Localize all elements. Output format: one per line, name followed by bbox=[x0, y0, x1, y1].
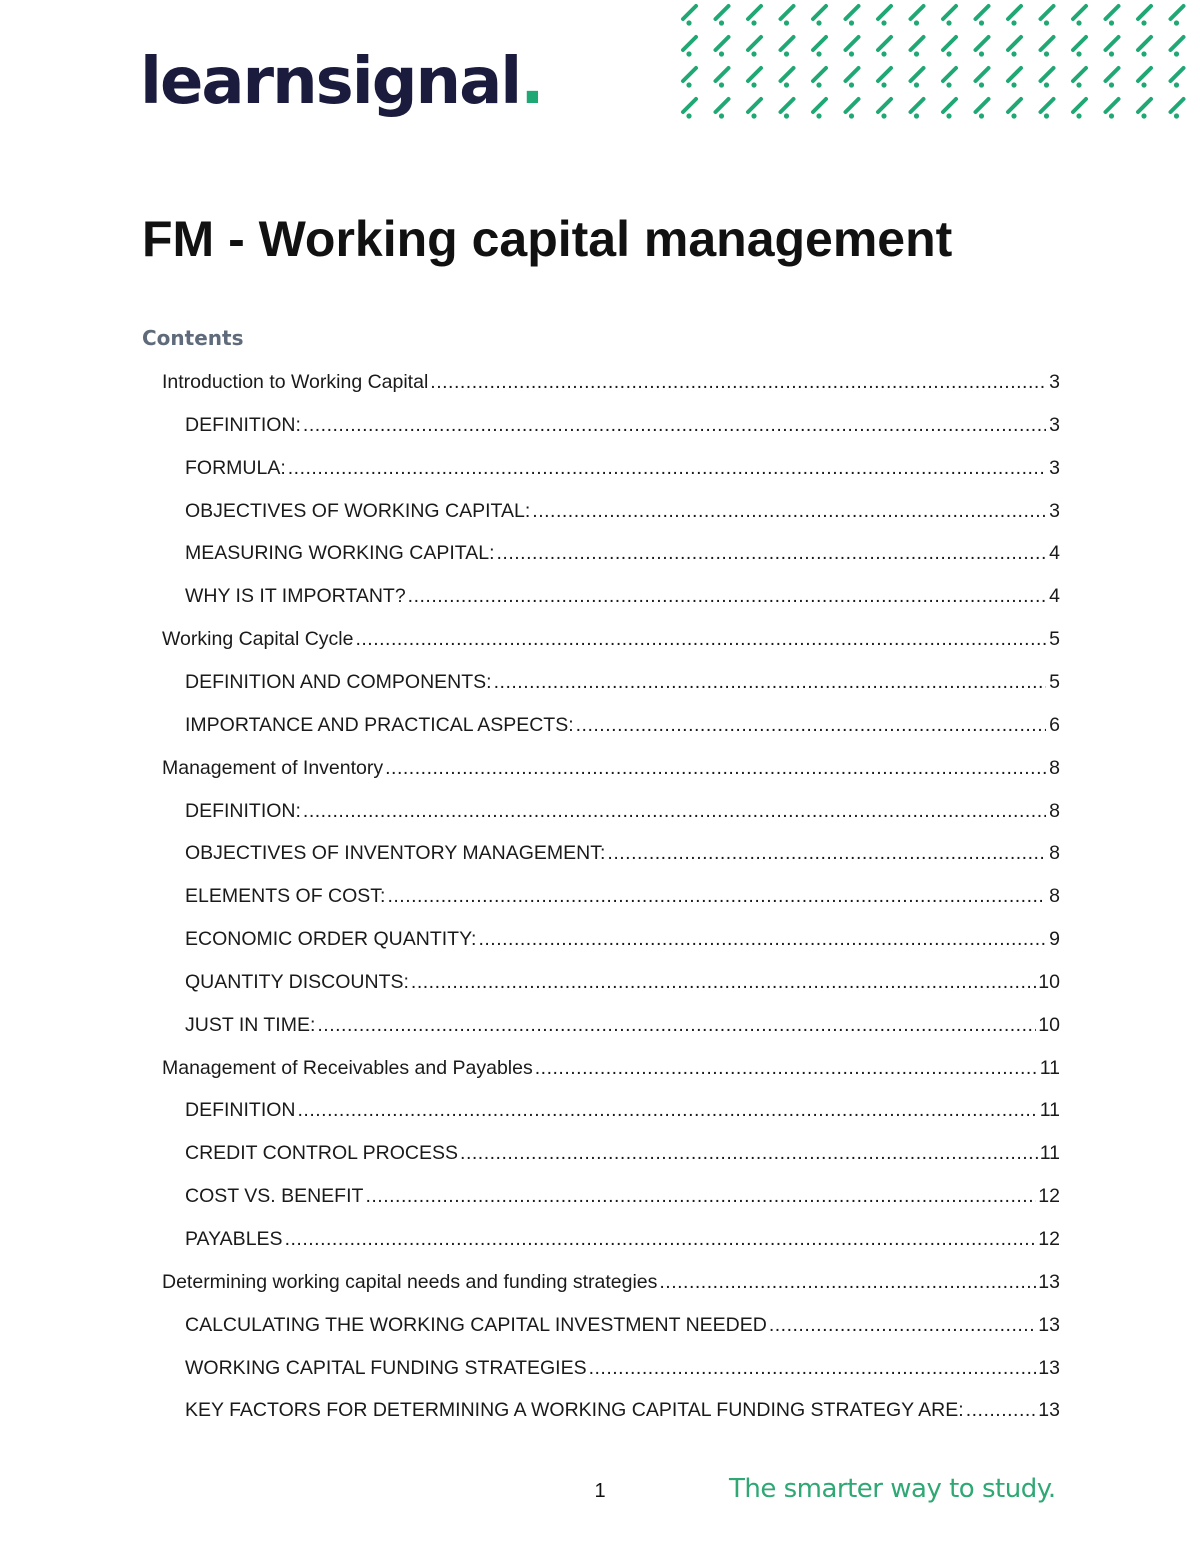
toc-entry-page: 10 bbox=[1038, 1013, 1060, 1036]
document-title: FM - Working capital management bbox=[142, 211, 953, 267]
toc-entry[interactable] bbox=[0, 924, 1200, 954]
slash-mark bbox=[683, 99, 696, 119]
slash-mark bbox=[1008, 6, 1021, 26]
toc-entry-label: DEFINITION: bbox=[185, 799, 301, 822]
toc-entry-page: 6 bbox=[1049, 713, 1060, 736]
slash-mark bbox=[748, 37, 761, 57]
toc-entry-label: KEY FACTORS FOR DETERMINING A WORKING CAPITAL FUNDING STRATEGY ARE: bbox=[185, 1399, 964, 1422]
toc-entry-page: 5 bbox=[1049, 628, 1060, 651]
slash-mark bbox=[813, 37, 826, 57]
slash-mark bbox=[878, 37, 891, 57]
slash-mark bbox=[1008, 99, 1021, 119]
toc-entry-page: 5 bbox=[1049, 670, 1060, 693]
toc-dot-leader bbox=[317, 1010, 1036, 1040]
slash-mark bbox=[1041, 99, 1054, 119]
page-number: 1 bbox=[594, 1480, 606, 1502]
toc-dot-leader bbox=[494, 667, 1046, 697]
toc-entry-page: 3 bbox=[1049, 499, 1060, 522]
slash-mark bbox=[943, 68, 956, 88]
slash-mark bbox=[878, 99, 891, 119]
slash-mark bbox=[813, 68, 826, 88]
toc-entry-page: 12 bbox=[1038, 1228, 1060, 1250]
slash-mark bbox=[683, 6, 696, 26]
toc-entry-page: 10 bbox=[1038, 970, 1060, 993]
toc-entry-page: 8 bbox=[1049, 885, 1060, 908]
toc-entry[interactable] bbox=[0, 1353, 1200, 1383]
slash-mark bbox=[1138, 37, 1151, 57]
toc-entry-label: FORMULA: bbox=[185, 456, 286, 479]
slash-mark bbox=[716, 99, 729, 119]
toc-entry-page: 11 bbox=[1039, 1099, 1060, 1122]
toc-dot-leader bbox=[303, 410, 1046, 440]
slash-mark bbox=[976, 68, 989, 88]
toc-dot-leader bbox=[288, 453, 1046, 483]
toc-entry[interactable] bbox=[0, 1053, 1200, 1083]
slash-mark bbox=[846, 37, 859, 57]
tagline: The smarter way to study. bbox=[729, 1474, 1056, 1504]
toc-dot-leader bbox=[532, 496, 1046, 526]
toc-entry-label: QUANTITY DISCOUNTS: bbox=[185, 970, 409, 993]
toc-dot-leader bbox=[607, 838, 1046, 868]
toc-dot-leader bbox=[966, 1395, 1037, 1425]
toc-dot-leader bbox=[460, 1138, 1038, 1168]
toc-entry[interactable] bbox=[0, 624, 1200, 654]
slash-mark bbox=[716, 37, 729, 57]
slash-mark bbox=[1073, 99, 1086, 119]
slash-mark bbox=[781, 6, 794, 26]
slash-mark bbox=[846, 6, 859, 26]
slash-mark bbox=[1073, 68, 1086, 88]
toc-entry[interactable] bbox=[0, 581, 1200, 611]
slash-mark bbox=[748, 68, 761, 88]
toc-dot-leader bbox=[365, 1181, 1036, 1211]
toc-entry-page: 4 bbox=[1049, 585, 1060, 608]
slash-mark bbox=[683, 37, 696, 57]
toc-entry-page: 3 bbox=[1049, 413, 1060, 436]
slash-mark bbox=[1041, 37, 1054, 57]
toc-entry[interactable] bbox=[0, 753, 1200, 783]
toc-entry-label: CREDIT CONTROL PROCESS bbox=[185, 1142, 459, 1165]
slash-mark bbox=[1073, 6, 1086, 26]
contents-heading: Contents bbox=[142, 326, 244, 350]
toc-dot-leader bbox=[497, 538, 1046, 568]
toc-dot-leader bbox=[430, 367, 1046, 397]
toc-entry-label: OBJECTIVES OF INVENTORY MANAGEMENT: bbox=[185, 842, 606, 865]
toc-entry-page: 8 bbox=[1049, 756, 1060, 779]
slash-mark bbox=[976, 37, 989, 57]
slash-mark bbox=[813, 6, 826, 26]
toc-entry-page: 4 bbox=[1049, 542, 1060, 565]
toc-dot-leader bbox=[589, 1353, 1037, 1383]
slash-mark bbox=[1106, 99, 1119, 119]
toc-entry-page: 12 bbox=[1038, 1185, 1060, 1208]
slash-mark bbox=[943, 6, 956, 26]
toc-entry[interactable] bbox=[0, 453, 1200, 483]
toc-dot-leader bbox=[385, 753, 1046, 783]
slash-mark bbox=[748, 99, 761, 119]
toc-entry-label: ECONOMIC ORDER QUANTITY: bbox=[185, 928, 477, 951]
slash-mark bbox=[1106, 6, 1119, 26]
slash-mark bbox=[781, 37, 794, 57]
toc-entry-page: 8 bbox=[1049, 799, 1060, 822]
slash-mark bbox=[1171, 37, 1184, 57]
toc-entry-page: 3 bbox=[1049, 456, 1060, 479]
slash-mark bbox=[1106, 37, 1119, 57]
slash-mark bbox=[878, 6, 891, 26]
toc-entry-label: WORKING CAPITAL FUNDING STRATEGIES bbox=[185, 1356, 587, 1379]
toc-entry-label: OBJECTIVES OF WORKING CAPITAL: bbox=[185, 499, 531, 522]
slash-mark bbox=[683, 68, 696, 88]
slash-mark bbox=[1041, 68, 1054, 88]
toc-entry[interactable] bbox=[0, 1138, 1200, 1168]
slash-mark bbox=[716, 6, 729, 26]
toc-entry-label: WHY IS IT IMPORTANT? bbox=[185, 585, 406, 608]
toc-dot-leader bbox=[303, 796, 1046, 826]
toc-entry-label: MEASURING WORKING CAPITAL: bbox=[185, 542, 495, 565]
slash-mark bbox=[1171, 6, 1184, 26]
toc-entry-label: Management of Receivables and Payables bbox=[162, 1056, 533, 1079]
toc-entry-label: Working Capital Cycle bbox=[162, 628, 354, 651]
toc-entry-label: DEFINITION AND COMPONENTS: bbox=[185, 670, 492, 693]
slash-mark bbox=[1008, 37, 1021, 57]
slash-mark bbox=[716, 68, 729, 88]
slash-mark bbox=[943, 37, 956, 57]
learnsignal-logo bbox=[140, 45, 543, 119]
toc-dot-leader bbox=[769, 1310, 1036, 1340]
toc-entry-page: 3 bbox=[1049, 371, 1060, 393]
toc-entry-label: CALCULATING THE WORKING CAPITAL INVESTMENT NEEDED bbox=[185, 1313, 767, 1336]
toc-entry[interactable] bbox=[0, 710, 1200, 740]
slash-mark bbox=[976, 6, 989, 26]
toc-entry[interactable] bbox=[0, 796, 1200, 826]
slash-mark bbox=[911, 6, 924, 26]
slash-mark bbox=[781, 68, 794, 88]
toc-entry-label: DEFINITION: bbox=[185, 413, 301, 436]
toc-dot-leader bbox=[408, 581, 1046, 611]
toc-entry[interactable] bbox=[0, 1095, 1200, 1125]
toc-entry[interactable] bbox=[0, 967, 1200, 997]
slash-mark bbox=[1138, 6, 1151, 26]
logo-text: learnsignal bbox=[140, 45, 521, 119]
toc-entry[interactable] bbox=[0, 496, 1200, 526]
toc-dot-leader bbox=[298, 1095, 1038, 1125]
toc-entry[interactable] bbox=[0, 1267, 1200, 1297]
toc-entry-page: 8 bbox=[1049, 842, 1060, 865]
logo-dot: . bbox=[520, 45, 543, 119]
slash-mark bbox=[781, 99, 794, 119]
toc-dot-leader bbox=[355, 624, 1046, 654]
toc-entry-page: 11 bbox=[1039, 1056, 1060, 1079]
slash-mark bbox=[1138, 68, 1151, 88]
slash-mark bbox=[846, 99, 859, 119]
toc-entry-label: PAYABLES bbox=[185, 1228, 283, 1250]
toc-entry-label: JUST IN TIME: bbox=[185, 1013, 316, 1036]
toc-entry[interactable] bbox=[0, 1395, 1200, 1425]
slash-mark bbox=[943, 99, 956, 119]
toc-dot-leader bbox=[659, 1267, 1036, 1297]
toc-dot-leader bbox=[387, 881, 1046, 911]
toc-entry-page: 11 bbox=[1039, 1142, 1060, 1165]
toc-entry-label: Management of Inventory bbox=[162, 756, 384, 779]
toc-entry[interactable] bbox=[0, 1224, 1200, 1254]
toc-entry[interactable] bbox=[0, 1181, 1200, 1211]
toc-entry-page: 13 bbox=[1038, 1270, 1060, 1293]
slash-mark bbox=[1106, 68, 1119, 88]
slash-mark bbox=[976, 99, 989, 119]
toc-entry[interactable] bbox=[0, 667, 1200, 697]
toc-entry[interactable] bbox=[0, 1310, 1200, 1340]
toc-dot-leader bbox=[576, 710, 1046, 740]
toc-entry-label: Determining working capital needs and funding strategies bbox=[162, 1270, 658, 1293]
toc-entry-page: 9 bbox=[1049, 928, 1060, 951]
slash-mark bbox=[1008, 68, 1021, 88]
toc-entry-page: 13 bbox=[1038, 1313, 1060, 1336]
toc-entry[interactable] bbox=[0, 367, 1200, 397]
slash-mark bbox=[846, 68, 859, 88]
slash-mark bbox=[1073, 37, 1086, 57]
slash-mark bbox=[911, 68, 924, 88]
toc-entry[interactable] bbox=[0, 410, 1200, 440]
toc-entry[interactable] bbox=[0, 881, 1200, 911]
toc-dot-leader bbox=[478, 924, 1046, 954]
toc-entry-page: 13 bbox=[1038, 1399, 1060, 1422]
slash-mark bbox=[911, 37, 924, 57]
toc-entry-label: COST VS. BENEFIT bbox=[185, 1185, 364, 1208]
slash-mark bbox=[748, 6, 761, 26]
toc-dot-leader bbox=[285, 1224, 1037, 1254]
slash-mark bbox=[1041, 6, 1054, 26]
slash-mark bbox=[878, 68, 891, 88]
slash-mark bbox=[1171, 68, 1184, 88]
toc-dot-leader bbox=[535, 1053, 1038, 1083]
toc-dot-leader bbox=[411, 967, 1036, 997]
toc-entry-page: 13 bbox=[1038, 1356, 1060, 1379]
toc-entry-label: IMPORTANCE AND PRACTICAL ASPECTS: bbox=[185, 713, 574, 736]
slash-mark bbox=[1171, 99, 1184, 119]
toc-entry-label: DEFINITION bbox=[185, 1099, 296, 1122]
slash-mark bbox=[911, 99, 924, 119]
decorative-slash-pattern bbox=[676, 0, 1200, 130]
toc-entry[interactable] bbox=[0, 538, 1200, 568]
slash-mark bbox=[813, 99, 826, 119]
toc-entry[interactable] bbox=[0, 838, 1200, 868]
toc-entry-label: Introduction to Working Capital bbox=[162, 371, 429, 393]
toc-entry[interactable] bbox=[0, 1010, 1200, 1040]
toc-entry-label: ELEMENTS OF COST: bbox=[185, 885, 386, 908]
slash-mark bbox=[1138, 99, 1151, 119]
